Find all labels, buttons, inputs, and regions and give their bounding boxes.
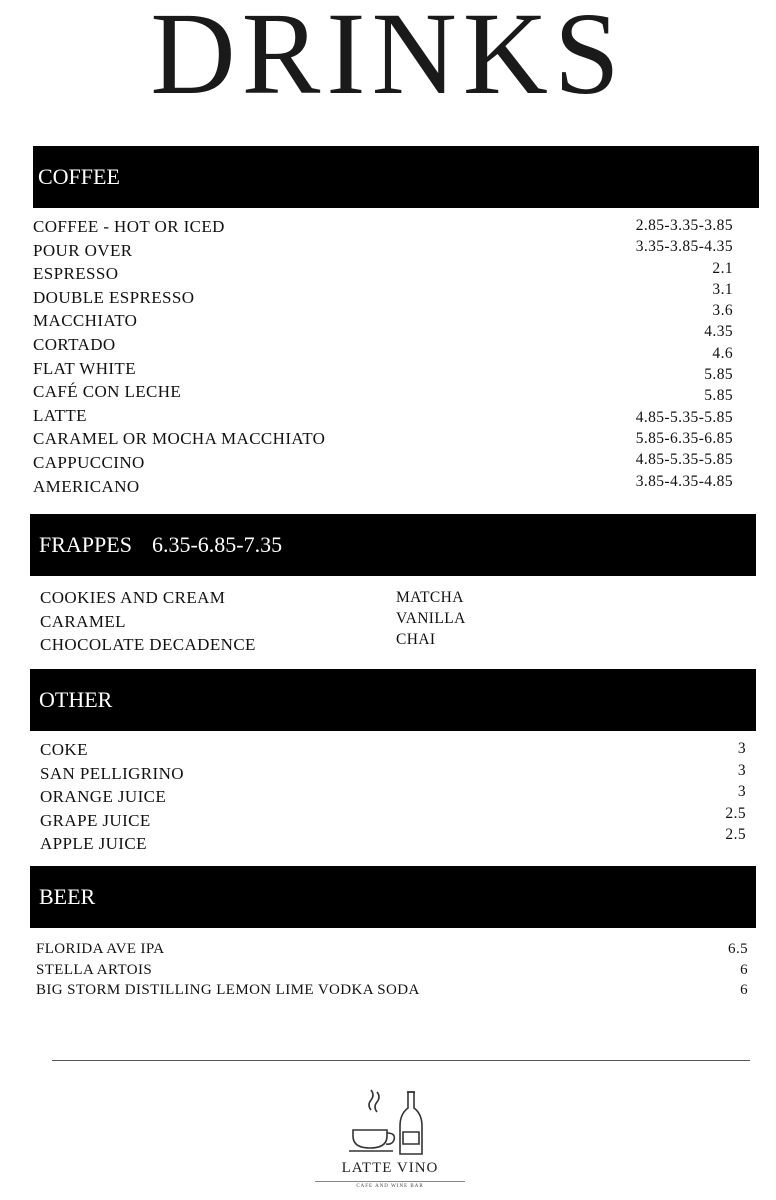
logo-tagline: CAFE AND WINE BAR xyxy=(356,1184,424,1189)
coffee-item-name: DOUBLE ESPRESSO xyxy=(33,287,195,307)
other-item-price: 3 xyxy=(737,761,746,779)
coffee-item-name: COFFEE - HOT OR ICED xyxy=(33,217,225,236)
coffee-item-name: LATTE xyxy=(33,405,87,425)
beer-item-name: BIG STORM DISTILLING LEMON LIME VODKA SODA xyxy=(36,982,420,998)
frappes-section-header xyxy=(30,514,756,576)
beer-item-price: 6 xyxy=(740,961,748,978)
coffee-item-price: 4.35 xyxy=(704,323,733,341)
coffee-item-price: 5.85-6.35-6.85 xyxy=(635,429,733,447)
coffee-item-name: ESPRESSO xyxy=(33,264,119,284)
coffee-item-name: FLAT WHITE xyxy=(33,358,137,378)
frappe-item: CHAI xyxy=(396,631,436,648)
wine-bottle-icon xyxy=(400,1092,422,1154)
other-item-name: SAN PELLIGRINO xyxy=(40,763,184,783)
coffee-item-price: 4.6 xyxy=(712,344,733,362)
logo-name: LATTE VINO xyxy=(341,1160,439,1176)
coffee-item-name: AMERICANO xyxy=(33,476,140,496)
beer-item-price: 6.5 xyxy=(728,941,748,957)
coffee-item-name: CORTADO xyxy=(33,334,116,354)
other-item-name: ORANGE JUICE xyxy=(40,787,167,807)
logo-graphic xyxy=(315,1088,465,1160)
coffee-header-label: COFFEE xyxy=(38,164,120,189)
coffee-item-price: 3.6 xyxy=(712,302,733,320)
coffee-item-price: 4.85-5.35-5.85 xyxy=(635,451,733,469)
other-prices xyxy=(725,738,746,846)
coffee-cup-icon xyxy=(349,1090,394,1151)
coffee-item-price: 3.1 xyxy=(712,280,733,298)
frappes-header-label: FRAPPES xyxy=(39,532,132,557)
latte-vino-logo xyxy=(315,1088,465,1194)
coffee-item-price: 3.35-3.85-4.35 xyxy=(635,238,733,256)
beer-item-price: 6 xyxy=(740,982,748,998)
coffee-item-name: MACCHIATO xyxy=(33,311,138,331)
other-item-name: COKE xyxy=(40,740,88,759)
other-section-header xyxy=(30,669,756,731)
frappes-left-list xyxy=(40,586,256,657)
beer-list xyxy=(36,939,748,1001)
frappes-price: 6.35-6.85-7.35 xyxy=(151,532,283,557)
coffee-item-price: 4.85-5.35-5.85 xyxy=(635,408,733,426)
coffee-prices xyxy=(636,215,733,492)
other-item-price: 2.5 xyxy=(725,826,746,843)
coffee-item-price: 2.1 xyxy=(712,259,733,277)
coffee-item-price: 5.85 xyxy=(704,366,733,384)
coffee-item-name: POUR OVER xyxy=(33,240,133,260)
frappe-item: VANILLA xyxy=(396,610,466,627)
other-item-name: APPLE JUICE xyxy=(40,834,147,854)
beer-row xyxy=(36,980,748,1001)
beer-row xyxy=(36,939,748,960)
frappe-item: MATCHA xyxy=(396,589,464,606)
beer-item-name: FLORIDA AVE IPA xyxy=(36,941,165,957)
frappe-item: COOKIES AND CREAM xyxy=(40,588,226,607)
beer-row xyxy=(36,960,748,981)
footer-divider xyxy=(52,1060,750,1061)
frappe-item: CHOCOLATE DECADENCE xyxy=(40,635,256,654)
beer-section-header xyxy=(30,866,756,928)
frappe-item: CARAMEL xyxy=(40,611,126,631)
other-header-label: OTHER xyxy=(39,687,113,712)
other-names xyxy=(40,738,184,856)
logo-divider xyxy=(315,1181,465,1182)
frappes-right-list xyxy=(396,587,466,650)
other-item-price: 3 xyxy=(737,740,746,757)
other-item-price: 3 xyxy=(737,783,746,800)
coffee-item-price: 3.85-4.35-4.85 xyxy=(635,472,733,490)
coffee-item-name: CAPPUCCINO xyxy=(33,452,145,472)
coffee-item-name: CAFÉ CON LECHE xyxy=(33,382,182,402)
coffee-item-price: 5.85 xyxy=(704,387,733,405)
coffee-section-header xyxy=(33,146,759,208)
other-item-name: GRAPE JUICE xyxy=(40,810,151,830)
beer-header-label: BEER xyxy=(39,884,96,909)
coffee-item-name: CARAMEL OR MOCHA MACCHIATO xyxy=(33,429,326,449)
other-item-price: 2.5 xyxy=(725,804,746,822)
page-title: DRINKS xyxy=(150,0,626,119)
beer-item-name: STELLA ARTOIS xyxy=(36,961,153,978)
coffee-names xyxy=(33,215,325,498)
coffee-item-price: 2.85-3.35-3.85 xyxy=(635,217,733,234)
